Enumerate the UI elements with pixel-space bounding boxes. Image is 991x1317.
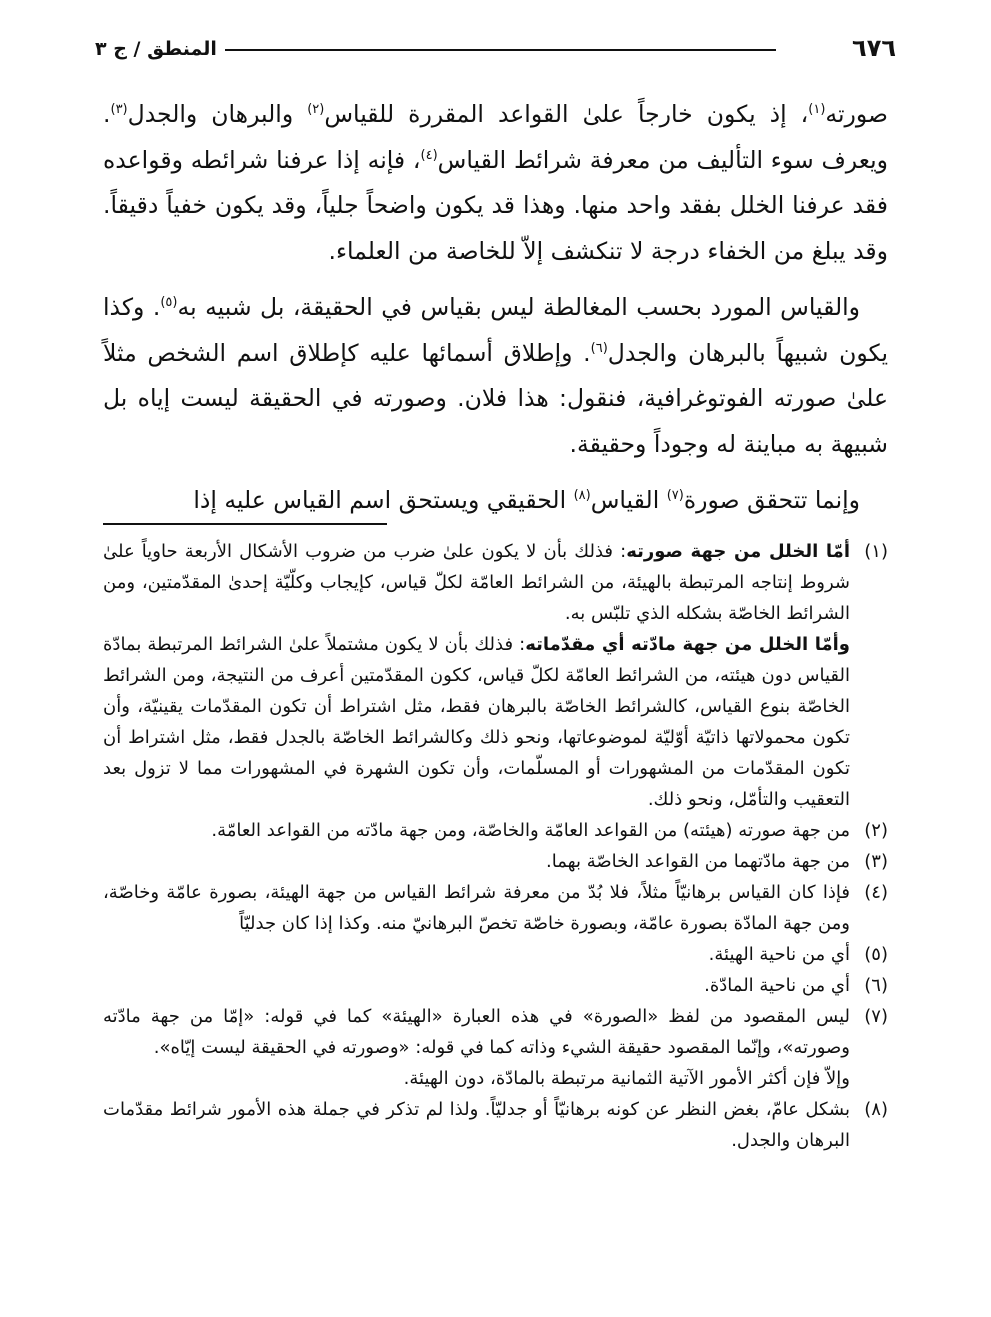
main-text	[103, 92, 888, 535]
footnote-8: (٨) بشكل عامّ، بغض النظر عن كونه برهانيّاً أو جدليّاً. ولذا لم تذكر في جملة هذه الأمور شرائط مقدّمات البرهان والجدل.	[103, 1094, 888, 1156]
footnote-number: (٨)	[864, 1099, 888, 1120]
page-header	[95, 30, 896, 70]
paragraph-2: والقياس المورد بحسب المغالطة ليس بقياس في الحقيقة، بل شبيه به$^{(٥)}$. وكذا يكون شبيهاً بالبرهان والجدل$^{(٦)}$. وإطلاق أسمائها عليه كإطلاق اسم الشخص مثلاً علىٰ صورته الفوتوغرافية، فنقول: هذا فلان. وصورته في الحقيقة ليست إياه بل شبيهة به مباينة له وجوداً وحقيقة.	[103, 293, 888, 458]
footnote-number: (٧)	[864, 1006, 888, 1027]
footnote-ref-4[interactable]: (٤)	[420, 147, 438, 163]
footnote-number: (٢)	[864, 820, 888, 841]
footnote-number: (٦)	[864, 975, 888, 996]
footnote-7: (٧) ليس المقصود من لفظ «الصورة» في هذه العبارة «الهيئة» كما في قوله: «إمّا من جهة مادّته وصورته»، وإنّما المقصود حقيقة الشيء وذاته كما في قوله: «وصورته في الحقيقة ليست إيّاه».	[103, 1001, 888, 1063]
footnote-2: (٢) من جهة صورته (هيئته) من القواعد العامّة والخاصّة، ومن جهة مادّته من القواعد العامّة.	[103, 815, 888, 846]
footnote-1: (١) أمّا الخلل من جهة صورته: فذلك بأن لا يكون علىٰ ضرب من ضروب الأشكال الأربعة حاوياً علىٰ شروط إنتاجه المرتبطة بالهيئة، من الشرائط العامّة لكلّ قياس، كإيجاب وكلّيّة إحدىٰ المقدّمتين، ومن الشرائط الخاصّة بشكله الذي تلبّس به. وأمّا الخلل من جهة مادّته أي مقدّماته: فذلك بأن لا يكون مشتملاً علىٰ الشرائط المرتبطة بمادّة القياس دون هيئته، من الشرائط العامّة لكلّ قياس، ككون المقدّمتين أعرف من النتيجة، ومن الشرائط الخاصّة بنوع القياس، كالشرائط الخاصّة بالبرهان فقط، مثل اشتراط أن تكون المقدّمات يقينيّة، وأن تكون محمولاتها ذاتيّة أوّليّة لموضوعاتها، ونحو ذلك وكالشرائط الخاصّة بالجدل فقط، مثل اشتراط أن تكون المقدّمات من المشهورات أو المسلّمات، وأن تكون الشهرة في المشهورات مما لا تزول بعد التعقيب والتأمّل، ونحو ذلك.	[103, 536, 888, 815]
footnote-7-continuation: وإلاّ فإن أكثر الأمور الآتية الثمانية مرتبطة بالمادّة، دون الهيئة.	[403, 1068, 850, 1089]
footnote-ref-3[interactable]: (٣)	[110, 102, 128, 118]
footnote-ref-1[interactable]: (١)	[808, 102, 826, 118]
footnote-3: (٣) من جهة مادّتهما من القواعد الخاصّة بهما.	[103, 846, 888, 877]
header-rule	[225, 49, 776, 51]
footnote-4: (٤) فإذا كان القياس برهانيّاً مثلاً، فلا بُدّ من معرفة شرائط القياس من جهة الهيئة، بصورة عامّة وخاصّة، ومن جهة المادّة بصورة عامّة، وبصورة خاصّة تخصّ البرهانيّ منه. وكذا إذا كان جدليّاً	[103, 877, 888, 939]
paragraph-1: صورته$^{(١)}$، إذ يكون خارجاً علىٰ القواعد المقررة للقياس$^{(٢)}$ والبرهان والجدل$^{(٣)}$. ويعرف سوء التأليف من معرفة شرائط القياس$^{(٤)}$، فإنه إذا عرفنا شرائطه وقواعده فقد عرفنا الخلل بفقد واحد منها. وهذا قد يكون واضحاً جلياً، وقد يكون خفياً دقيقاً. وقد يبلغ من الخفاء درجة لا تنكشف إلاّ للخاصة من العلماء.	[103, 100, 888, 265]
footnote-ref-8[interactable]: (٨)	[573, 488, 591, 504]
running-title: المنطق / ج ٣	[95, 38, 217, 60]
footnote-ref-6[interactable]: (٦)	[590, 340, 608, 356]
footnote-number: (٣)	[864, 851, 888, 872]
paragraph-3: وإنما تتحقق صورة$^{(٧)}$ القياس$^{(٨)}$ الحقيقي ويستحق اسم القياس عليه إذا	[193, 486, 860, 514]
footnote-ref-5[interactable]: (٥)	[160, 295, 178, 311]
footnote-number: (١)	[864, 541, 888, 562]
footnote-6: (٦) أي من ناحية المادّة.	[103, 970, 888, 1001]
footnote-number: (٤)	[864, 882, 888, 903]
footnote-number: (٥)	[864, 944, 888, 965]
footnote-separator	[103, 523, 387, 525]
footnote-ref-2[interactable]: (٢)	[307, 102, 325, 118]
footnote-5: (٥) أي من ناحية الهيئة.	[103, 939, 888, 970]
footnotes	[103, 536, 888, 1156]
page-number: ٦٧٦	[852, 34, 896, 62]
footnote-ref-7[interactable]: (٧)	[666, 488, 684, 504]
